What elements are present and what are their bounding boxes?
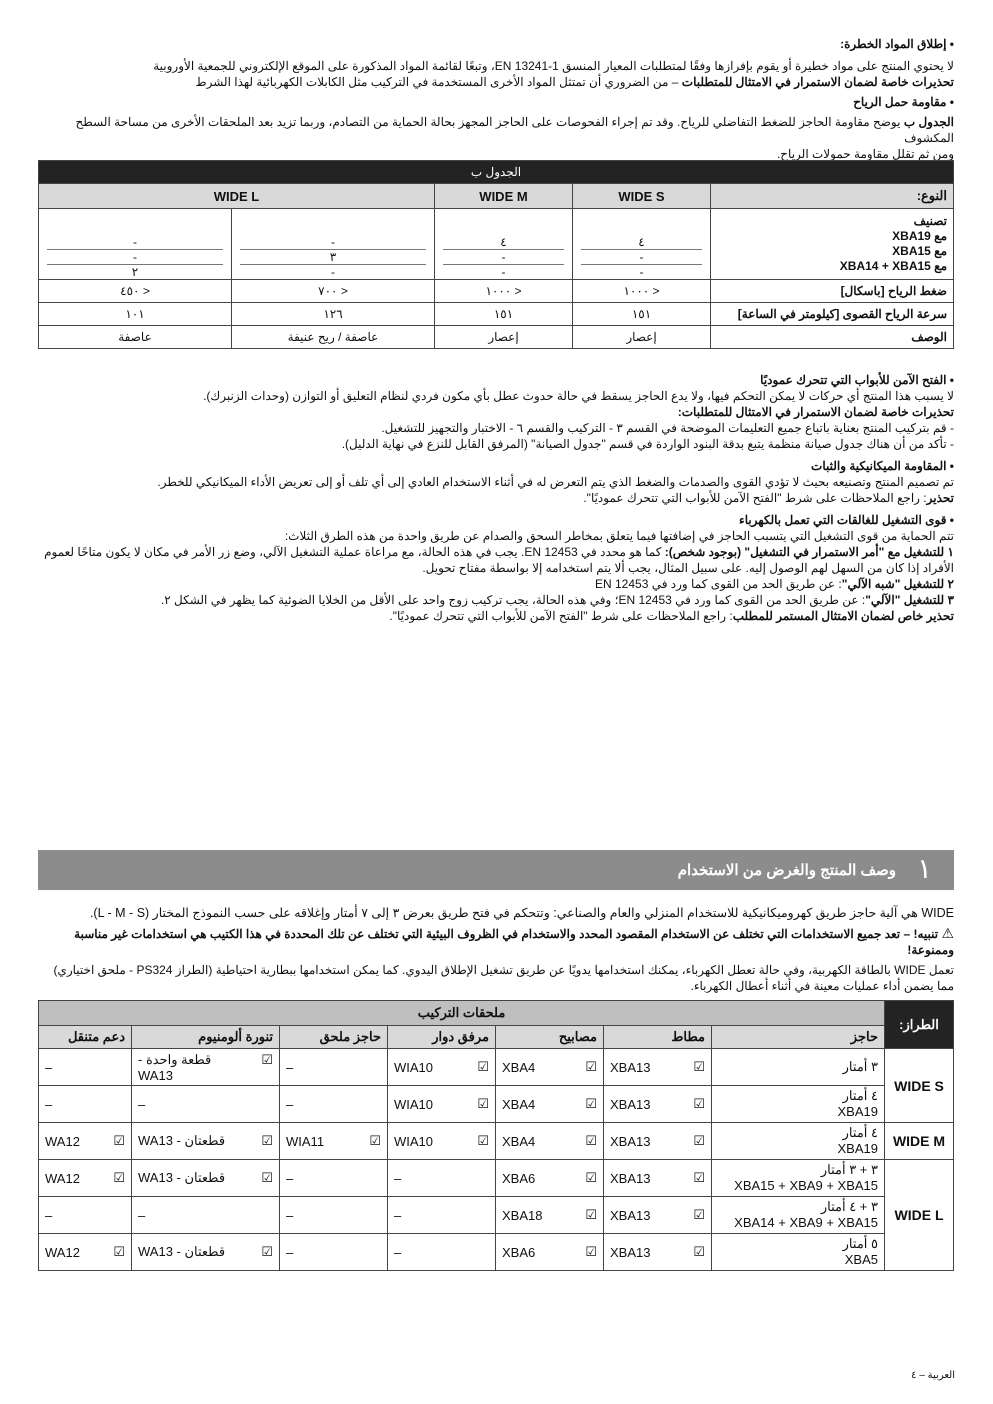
hinge-cell: [388, 1086, 496, 1123]
col-wide-s: WIDE S: [573, 184, 711, 209]
dash: –: [45, 1096, 53, 1112]
lights-cell: [496, 1049, 604, 1086]
rubber-cell: [604, 1123, 712, 1160]
lights-cell: [496, 1160, 604, 1197]
cell-value: XBA4: [502, 1096, 536, 1112]
safety-line: - قم بتركيب المنتج بعناية باتباع جميع التعليمات الموضحة في القسم ٣ - التركيب والقسم ٦ - الاختبار والتجهيز للتشغيل.: [381, 421, 954, 435]
mode-label: ٣ للتشغيل "الآلي": [865, 593, 954, 607]
cell-content: [45, 1170, 125, 1186]
cell-value: قطعتان - WA13: [138, 1244, 226, 1259]
table-b-title: الجدول ب: [39, 161, 954, 184]
cell-content: [610, 1133, 705, 1149]
warning-text: : راجع الملاحظات على شرط "الفتح الآمن للأبواب التي تتحرك عموديًا".: [389, 609, 733, 623]
extension-cell: [280, 1160, 388, 1197]
dash: –: [394, 1244, 402, 1260]
cv: -: [47, 235, 223, 250]
lights-cell: [496, 1234, 604, 1271]
barrier-code: XBA5: [844, 1252, 878, 1267]
desc-label: الوصف: [711, 326, 954, 349]
table-row: [39, 1049, 954, 1086]
extension-cell: [280, 1234, 388, 1271]
speed-cell: ١٥١: [573, 303, 711, 326]
cell-content: [394, 1059, 489, 1075]
skirt-cell: [132, 1123, 280, 1160]
cell-value: XBA13: [610, 1059, 651, 1075]
checkbox-icon: ☑: [477, 1133, 489, 1148]
safety-line: تم تصميم المنتج وتصنيعه بحيث لا تؤدي القوى والصدمات والضغط الذي يتم التعرض له في أثناء الاستخدام العادي إلى أي تلف أو إلى تعريض الأداء الميكانيكي للخطر.: [157, 475, 954, 489]
rubber-cell: [604, 1160, 712, 1197]
section1-p1: WIDE هي آلية حاجز طريق كهروميكانيكية للاستخدام المنزلي والعام والصناعي: وتتحكم في فتح طريق بعرض ٣ إلى ٧ أمتار وإغلاقه على حسب النموذج المختار (L - M - S).: [89, 906, 954, 920]
barrier-cell: [712, 1160, 885, 1197]
cell-value: WA12: [45, 1170, 80, 1186]
cell-value: قطعة واحدة -: [138, 1051, 212, 1067]
skirt-cell: [132, 1234, 280, 1271]
pressure-cell: < ١٠٠٠: [435, 280, 573, 303]
checkbox-icon: ☑: [113, 1244, 125, 1259]
support-cell: [39, 1049, 132, 1086]
table-row: [39, 1197, 954, 1234]
col-support: دعم متنقل: [39, 1026, 132, 1049]
col-lights: مصابيح: [496, 1026, 604, 1049]
safety-line: [38, 592, 954, 608]
checkbox-icon: ☑: [585, 1170, 597, 1185]
section1-p4: مما يضمن أداء عمليات معينة في أثناء أعطال الكهرباء.: [690, 979, 954, 993]
barrier-code: XBA14 + XBA9 + XBA15: [734, 1215, 878, 1230]
extension-cell: [280, 1197, 388, 1234]
checkbox-icon: ☑: [585, 1207, 597, 1222]
skirt-cell: [132, 1160, 280, 1197]
support-cell: [39, 1123, 132, 1160]
support-cell: [39, 1234, 132, 1271]
dash: –: [286, 1059, 294, 1075]
checkbox-icon: ☑: [693, 1133, 705, 1148]
lights-cell: [496, 1086, 604, 1123]
col-hinge: مرفق دوار: [388, 1026, 496, 1049]
pressure-cell: < ٧٠٠: [232, 280, 435, 303]
checkbox-icon: ☑: [585, 1096, 597, 1111]
safety-warning-head: تحذيرات خاصة لضمان الاستمرار في الامتثال للمتطلبات:: [677, 405, 954, 419]
cell-content: [502, 1096, 597, 1112]
class-row-3: مع XBA14 + XBA15: [839, 259, 947, 273]
text-hazardous: لا يحتوي المنتج على مواد خطيرة أو يقوم بإفرازها وفقًا لمتطلبات المعيار المنسق EN 13241-1، وتبعًا لقائمة المواد المذكورة على الموقع الإلكتروني للجمعية الأوروبية: [153, 59, 954, 73]
cv: -: [240, 235, 426, 250]
cell-value: WIA10: [394, 1096, 434, 1112]
pressure-cell: < ٤٥٠: [39, 280, 232, 303]
checkbox-icon: ☑: [693, 1244, 705, 1259]
section1-p3: تعمل WIDE بالطاقة الكهربية، وفي حالة تعطل الكهرباء، يمكنك استخدامها يدويًا عن طريق تشغيل الإطلاق اليدوي. كما يمكن استخدامها ببطارية احتياطية (الطراز PS324 - ملحق اختياري): [53, 963, 954, 977]
safety-line: [38, 576, 954, 592]
dash: –: [286, 1170, 294, 1186]
col-wide-l: WIDE L: [39, 184, 435, 209]
cell-value: قطعتان - WA13: [138, 1170, 226, 1185]
model-cell: WIDE L: [885, 1160, 954, 1271]
lights-cell: [496, 1123, 604, 1160]
barrier-code: XBA15 + XBA9 + XBA15: [734, 1178, 878, 1193]
dash: –: [286, 1096, 294, 1112]
rubber-cell: [604, 1086, 712, 1123]
cv: ٣: [240, 250, 426, 265]
section1-warning: [38, 925, 954, 958]
hinge-cell: [388, 1197, 496, 1234]
cell-value: XBA13: [610, 1244, 651, 1260]
checkbox-icon: ☑: [693, 1096, 705, 1111]
checkbox-icon: ☑: [261, 1244, 273, 1259]
checkbox-icon: ☑: [477, 1059, 489, 1074]
warning-text: – من الضروري أن تمتثل المواد الأخرى المستخدمة في التركيب مثل الكابلات الكهربائية لهذا الشرط: [195, 75, 682, 89]
safety-line: - تأكد من أن هناك جدول صيانة منظمة يتبع بدقة البنود الواردة في قسم "جدول الصيانة" (المرفق القابل للنزع في نهاية الدليل).: [341, 437, 954, 451]
cell-content: [394, 1133, 489, 1149]
type-label: النوع:: [711, 184, 954, 209]
cv: -: [47, 250, 223, 265]
class-row-2: مع XBA15: [892, 244, 947, 258]
accessories-label: ملحقات التركيب: [39, 1001, 885, 1026]
heading-hazardous: • إطلاق المواد الخطرة:: [840, 37, 954, 51]
barrier-cell: [712, 1086, 885, 1123]
col-rubber: مطاط: [604, 1026, 712, 1049]
barrier-length: ٣ + ٤ أمتار: [820, 1199, 878, 1214]
cell-value: WIA10: [394, 1059, 434, 1075]
desc-cell: عاصفة: [39, 326, 232, 349]
safety-section: [38, 372, 954, 624]
extension-cell: [280, 1086, 388, 1123]
mode-text: : عن طريق الحد من القوى كما ورد في EN 12453: [595, 577, 842, 591]
pressure-label: ضغط الرياح [باسكال]: [711, 280, 954, 303]
table-b: [38, 160, 954, 349]
text-wind: [38, 114, 954, 146]
cell-value: XBA13: [610, 1096, 651, 1112]
hinge-cell: [388, 1123, 496, 1160]
dash: –: [286, 1207, 294, 1223]
cell-content: [502, 1170, 597, 1186]
cell-content: [502, 1207, 597, 1223]
checkbox-icon: ☑: [261, 1051, 273, 1067]
speed-cell: ١٢٦: [232, 303, 435, 326]
class-wide-m: [435, 209, 573, 280]
page-footer: العربية – ٤: [911, 1370, 955, 1381]
cell-content: [502, 1133, 597, 1149]
section-number: ١: [916, 853, 932, 884]
dash: –: [45, 1059, 53, 1075]
cv: -: [639, 265, 644, 279]
lights-cell: [496, 1197, 604, 1234]
safety-line: [38, 544, 954, 560]
cell-content: [138, 1244, 273, 1260]
skirt-cell: [132, 1197, 280, 1234]
checkbox-icon: ☑: [369, 1133, 381, 1148]
barrier-length: ٣ أمتار: [842, 1059, 878, 1074]
rubber-cell: [604, 1234, 712, 1271]
mode-label: ٢ للتشغيل "شبه الآلي": [841, 577, 954, 591]
checkbox-icon: ☑: [693, 1059, 705, 1074]
class-wide-l-2: [39, 209, 232, 280]
cell-content: [394, 1096, 489, 1112]
cell-content: [610, 1207, 705, 1223]
barrier-code: XBA19: [837, 1141, 878, 1156]
dash: –: [394, 1207, 402, 1223]
dash: –: [394, 1170, 402, 1186]
speed-cell: ١٠١: [39, 303, 232, 326]
checkbox-icon: ☑: [693, 1207, 705, 1222]
cell-content: [610, 1244, 705, 1260]
warning-label: تحذير خاص لضمان الامتثال المستمر للمطلب: [732, 609, 954, 623]
skirt-code: WA13: [138, 1067, 173, 1083]
warning-icon: ⚠: [941, 925, 954, 941]
safety-line: [38, 608, 954, 624]
speed-label: سرعة الرياح القصوى [كيلومتر في الساعة]: [711, 303, 954, 326]
cell-value: XBA13: [610, 1207, 651, 1223]
cv: -: [331, 265, 335, 279]
text-wind-2: ومن ثم تقلل مقاومة حمولات الرياح.: [776, 147, 954, 161]
class-row-1: مع XBA19: [892, 229, 947, 243]
cell-content: [45, 1244, 125, 1260]
cell-value: WIA11: [286, 1133, 325, 1149]
heading-wind: • مقاومة حمل الرياح: [853, 95, 954, 109]
accessories-table: [38, 1000, 954, 1271]
safety-line: الأفراد إذا كان من السهل لهم الوصول إليه. على سبيل المثال، يجب ألا يتم استخدامه إلا بواسطة مفتاح تحويل.: [422, 561, 954, 575]
cell-value: XBA13: [610, 1170, 651, 1186]
cell-content: [45, 1133, 125, 1149]
barrier-code: XBA19: [837, 1104, 878, 1119]
warning-label: تحذير: [926, 491, 954, 505]
table-row: [39, 1160, 954, 1197]
section1-body: [38, 905, 954, 994]
col-barrier: حاجز: [712, 1026, 885, 1049]
dash: –: [286, 1244, 294, 1260]
support-cell: [39, 1160, 132, 1197]
barrier-length: ٤ أمتار: [842, 1125, 878, 1140]
cell-value: XBA6: [502, 1170, 536, 1186]
cv: -: [501, 265, 506, 279]
checkbox-icon: ☑: [113, 1133, 125, 1148]
checkbox-icon: ☑: [261, 1133, 273, 1148]
hinge-cell: [388, 1049, 496, 1086]
cell-value: XBA4: [502, 1059, 536, 1075]
cell-content: [138, 1170, 273, 1186]
barrier-length: ٥ أمتار: [842, 1236, 878, 1251]
rubber-cell: [604, 1197, 712, 1234]
barrier-cell: [712, 1234, 885, 1271]
cell-content: [610, 1096, 705, 1112]
dash: –: [138, 1096, 146, 1112]
class-wide-s: [573, 209, 711, 280]
heading-mechanical: • المقاومة الميكانيكية والثبات: [811, 459, 954, 473]
hinge-cell: [388, 1160, 496, 1197]
model-cell: WIDE S: [885, 1049, 954, 1123]
accessories-body: [39, 1049, 954, 1271]
desc-cell: إعصار: [435, 326, 573, 349]
cell-content: [138, 1052, 273, 1068]
heading-forces: • قوى التشغيل للغالقات التي تعمل بالكهرباء: [739, 513, 954, 527]
text-warning-compliance: [38, 74, 954, 90]
checkbox-icon: ☑: [585, 1059, 597, 1074]
cv: -: [581, 250, 702, 265]
safety-line: تتم الحماية من قوى التشغيل التي يتسبب الحاجز في إضافتها فيما يتعلق بمخاطر السحق والصدام عن طريق واحدة من هذه الطرق الثلاث:: [284, 529, 954, 543]
checkbox-icon: ☑: [261, 1170, 273, 1185]
table-ref: الجدول ب: [903, 115, 954, 129]
support-cell: [39, 1086, 132, 1123]
section-header: [38, 850, 954, 890]
cell-content: [502, 1244, 597, 1260]
cell-value: XBA13: [610, 1133, 651, 1149]
cell-content: [610, 1170, 705, 1186]
dash: –: [138, 1207, 146, 1223]
class-label-cell: [711, 209, 954, 280]
desc-cell: عاصفة / ريح عنيفة: [232, 326, 435, 349]
safety-line: [38, 490, 954, 506]
skirt-cell: [132, 1049, 280, 1086]
cell-value: XBA18: [502, 1207, 543, 1223]
checkbox-icon: ☑: [113, 1170, 125, 1185]
col-skirt: تنورة ألومنيوم: [132, 1026, 280, 1049]
cv: ٤: [581, 235, 702, 250]
section-title: وصف المنتج والغرض من الاستخدام: [677, 862, 896, 879]
cell-value: WA12: [45, 1133, 80, 1149]
warning-text: : راجع الملاحظات على شرط "الفتح الآمن للأبواب التي تتحرك عموديًا".: [583, 491, 927, 505]
cell-content: [502, 1059, 597, 1075]
support-cell: [39, 1197, 132, 1234]
col-extension: حاجز ملحق: [280, 1026, 388, 1049]
barrier-length: ٣ + ٣ أمتار: [820, 1162, 878, 1177]
cell-value: WA12: [45, 1244, 80, 1260]
table-row: [39, 1234, 954, 1271]
mode-text: كما هو محدد في EN 12453. يجب في هذه الحالة، مع مراعاة عملية التشغيل الآلي، وضع زر الأمر في مكان لا يكون متاحًا لعموم: [44, 545, 665, 559]
mode-text: : عن طريق الحد من القوى كما ورد في EN 12453؛ وفي هذه الحالة، يجب تركيب زوج واحد على الأقل من الخلايا الضوئية كما يظهر في الشكل ٢.: [160, 593, 866, 607]
pressure-cell: < ١٠٠٠: [573, 280, 711, 303]
barrier-length: ٤ أمتار: [842, 1088, 878, 1103]
cv: ٢: [131, 265, 139, 279]
cv: -: [443, 250, 564, 265]
extension-cell: [280, 1049, 388, 1086]
intro-section: [38, 36, 954, 162]
extension-cell: [280, 1123, 388, 1160]
checkbox-icon: ☑: [585, 1133, 597, 1148]
model-cell: WIDE M: [885, 1123, 954, 1160]
cell-value: WIA10: [394, 1133, 434, 1149]
wind-text: يوضح مقاومة الحاجز للضغط التفاضلي للرياح. وقد تم إجراء الفحوصات على الحاجز المجهز بحالة الحماية من التصادم، وربما تزيد بعد الملحقات الأخرى من مساحة السطح المكشوف: [75, 115, 954, 145]
warning-label: تحذيرات خاصة لضمان الاستمرار في الامتثال للمتطلبات: [681, 75, 954, 89]
hinge-cell: [388, 1234, 496, 1271]
class-label: تصنيف: [913, 214, 947, 228]
cell-value: XBA4: [502, 1133, 536, 1149]
barrier-cell: [712, 1123, 885, 1160]
cell-content: [286, 1133, 381, 1149]
safety-line: لا يسبب هذا المنتج أي حركات لا يمكن التحكم فيها، ولا يدع الحاجز يسقط في حالة حدوث عطل بأي مكون فردي لنظام التعليق أو التوازن (وحدات الزنبرك).: [203, 389, 954, 403]
cv: ٤: [443, 235, 564, 250]
table-row: [39, 1123, 954, 1160]
checkbox-icon: ☑: [477, 1096, 489, 1111]
rubber-cell: [604, 1049, 712, 1086]
class-wide-l-1: [232, 209, 435, 280]
dash: –: [45, 1207, 53, 1223]
cell-content: [610, 1059, 705, 1075]
cell-value: قطعتان - WA13: [138, 1133, 226, 1148]
col-wide-m: WIDE M: [435, 184, 573, 209]
table-row: [39, 1086, 954, 1123]
barrier-cell: [712, 1197, 885, 1234]
desc-cell: إعصار: [573, 326, 711, 349]
checkbox-icon: ☑: [585, 1244, 597, 1259]
cell-content: [138, 1133, 273, 1149]
cell-value: XBA6: [502, 1244, 536, 1260]
warning-text: تنبيه! – تعد جميع الاستخدامات التي تختلف عن الاستخدام المقصود المحدد والاستخدام في الظروف البيئية التي تختلف عن تلك المحددة في هذا الكتيب هي استخدامات غير مناسبة وممنوعة!: [74, 927, 954, 957]
model-label: الطراز:: [885, 1001, 954, 1049]
checkbox-icon: ☑: [693, 1170, 705, 1185]
mode-label: ١ للتشغيل مع "أمر الاستمرار في التشغيل" (بوجود شخص):: [664, 545, 954, 559]
speed-cell: ١٥١: [435, 303, 573, 326]
heading-safe-opening: • الفتح الآمن للأبواب التي تتحرك عموديًا: [760, 373, 954, 387]
skirt-cell: [132, 1086, 280, 1123]
barrier-cell: [712, 1049, 885, 1086]
